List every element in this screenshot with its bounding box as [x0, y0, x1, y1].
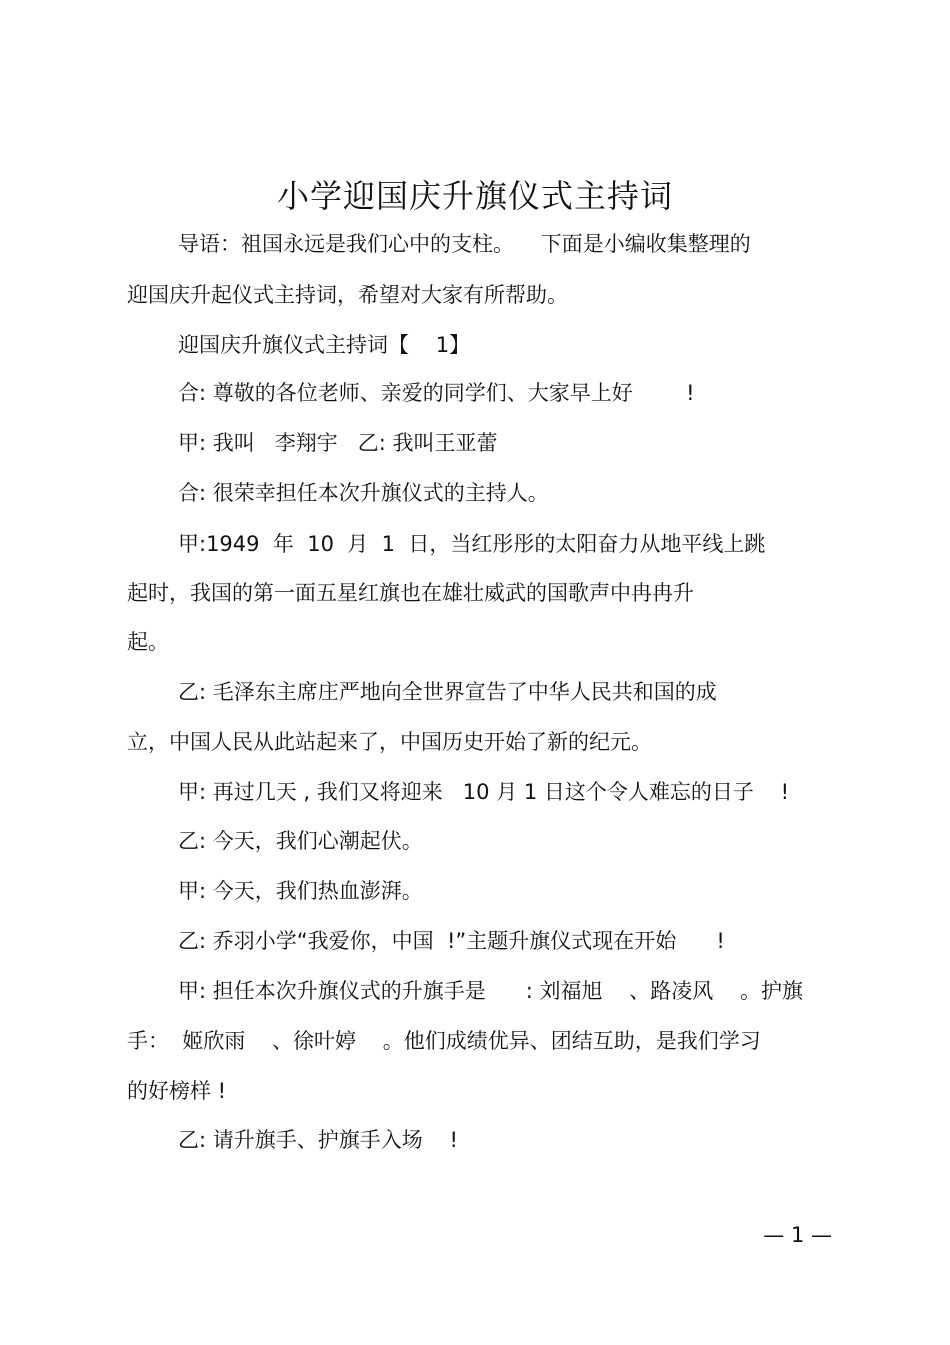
paragraph-line: 乙: 乔羽小学“我爱你，中国 !”主题升旗仪式现在开始 !	[178, 929, 725, 953]
paragraph-line: 合: 尊敬的各位老师、亲爱的同学们、大家早上好 !	[178, 381, 695, 405]
page-number: — 1 —	[763, 1223, 832, 1247]
paragraph-line: 手： 姬欣雨 、徐叶婷 。他们成绩优异、团结互助，是我们学习	[127, 1029, 761, 1053]
paragraph-line: 的好榜样 !	[127, 1079, 227, 1103]
paragraph-line: 立，中国人民从此站起来了，中国历史开始了新的纪元。	[127, 730, 652, 754]
paragraph-line: 甲: 再过几天 , 我们又将迎来 10 月 1 日这个令人难忘的日子 !	[178, 780, 790, 804]
paragraph-line: 甲:1949 年 10 月 1 日，当红彤彤的太阳奋力从地平线上跳	[178, 532, 766, 556]
paragraph-line: 起。	[127, 630, 169, 654]
paragraph-line: 甲: 担任本次升旗仪式的升旗手是 : 刘福旭 、路凌风 。护旗	[178, 979, 803, 1003]
document-title: 小学迎国庆升旗仪式主持词	[276, 177, 673, 215]
section-heading: 迎国庆升旗仪式主持词【 1】	[178, 333, 471, 357]
paragraph-line: 乙: 请升旗手、护旗手入场 !	[178, 1128, 458, 1152]
paragraph-line: 乙: 今天，我们心潮起伏。	[178, 829, 423, 853]
paragraph-line: 迎国庆升起仪式主持词，希望对大家有所帮助。	[127, 283, 568, 307]
paragraph-line: 起时，我国的第一面五星红旗也在雄壮威武的国歌声中冉冉升	[127, 581, 694, 605]
paragraph-line: 乙: 毛泽东主席庄严地向全世界宣告了中华人民共和国的成	[178, 680, 717, 704]
paragraph-line: 导语：祖国永远是我们心中的支柱。 下面是小编收集整理的	[178, 232, 751, 256]
paragraph-line: 合: 很荣幸担任本次升旗仪式的主持人。	[178, 481, 549, 505]
paragraph-line: 甲: 我叫 李翔宇 乙: 我叫王亚蕾	[178, 431, 498, 455]
paragraph-line: 甲: 今天，我们热血澎湃。	[178, 879, 423, 903]
